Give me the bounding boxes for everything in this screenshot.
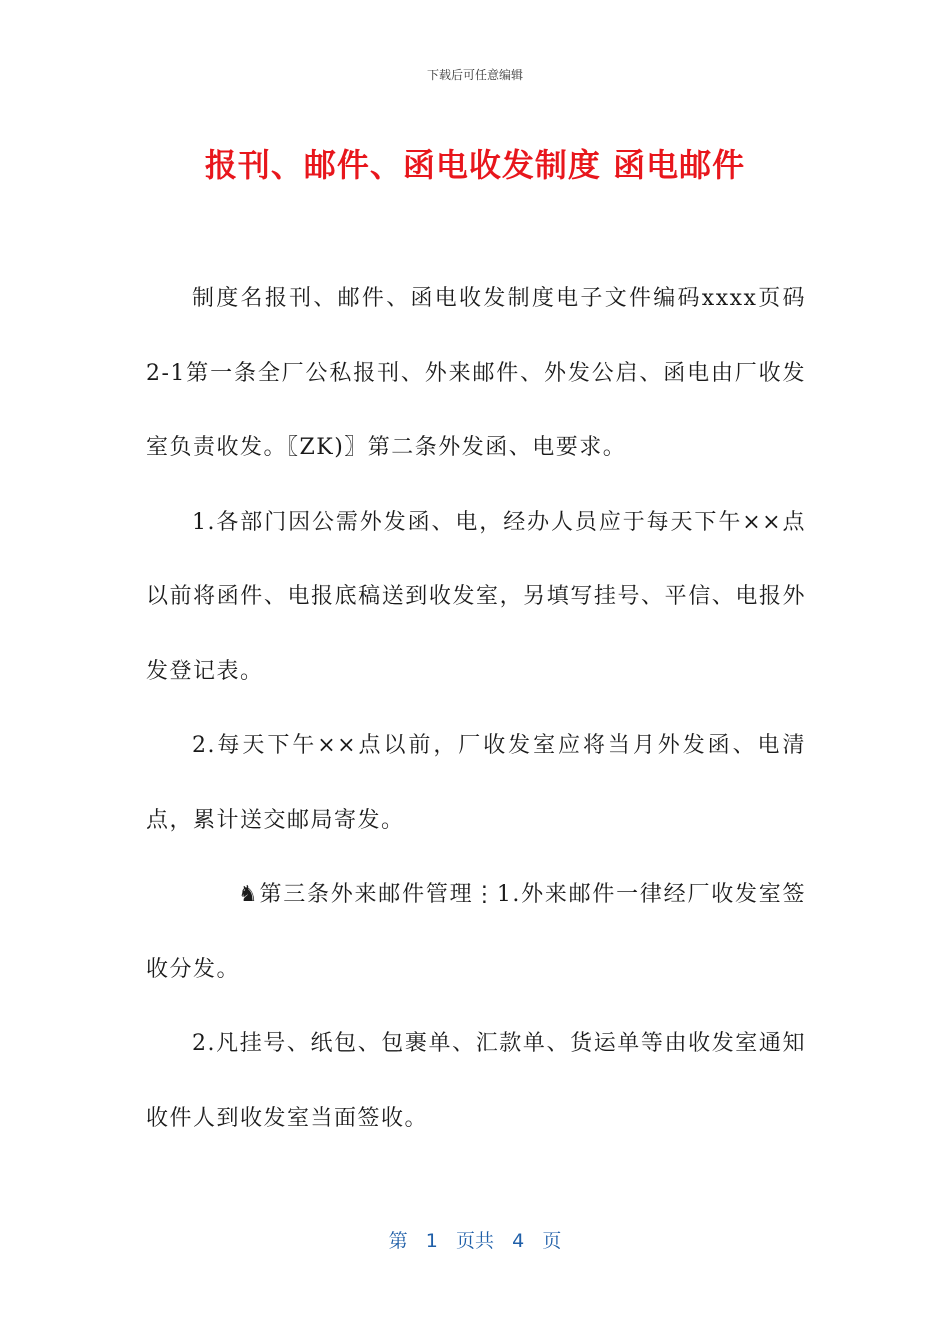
page-footer <box>0 1226 950 1253</box>
ornament-symbol-icon: ♞ <box>238 882 260 907</box>
footer-total-pages: 4 <box>512 1230 525 1252</box>
document-body <box>146 262 806 1156</box>
footer-suffix: 页 <box>542 1230 562 1252</box>
document-title: 报刊、邮件、函电收发制度 函电邮件 <box>204 146 746 184</box>
paragraph-2: 1.各部门因公需外发函、电，经办人员应于每天下午××点以前将函件、电报底稿送到收发室，另填写挂号、平信、电报外发登记表。 <box>146 509 806 684</box>
header-note: 下载后可任意编辑 <box>426 68 523 82</box>
paragraph-4 <box>146 858 806 1007</box>
footer-current-page: 1 <box>425 1230 438 1252</box>
paragraph-5: 2.凡挂号、纸包、包裹单、汇款单、货运单等由收发室通知收件人到收发室当面签收。 <box>146 1031 806 1131</box>
paragraph-3: 2.每天下午××点以前，厂收发室应将当月外发函、电清点，累计送交邮局寄发。 <box>146 733 806 833</box>
footer-prefix: 第 <box>388 1230 408 1252</box>
paragraph-1: 制度名报刊、邮件、函电收发制度电子文件编码xxxx页码2-1第一条全厂公私报刊、外来邮件、外发公启、函电由厂收发室负责收发。〖ZK)〗第二条外发函、电要求。 <box>146 286 806 460</box>
paragraph-4-text: 第三条外来邮件管理⋮1.外来邮件一律经厂收发室签收分发。 <box>146 882 806 982</box>
footer-middle: 页共 <box>455 1230 494 1252</box>
